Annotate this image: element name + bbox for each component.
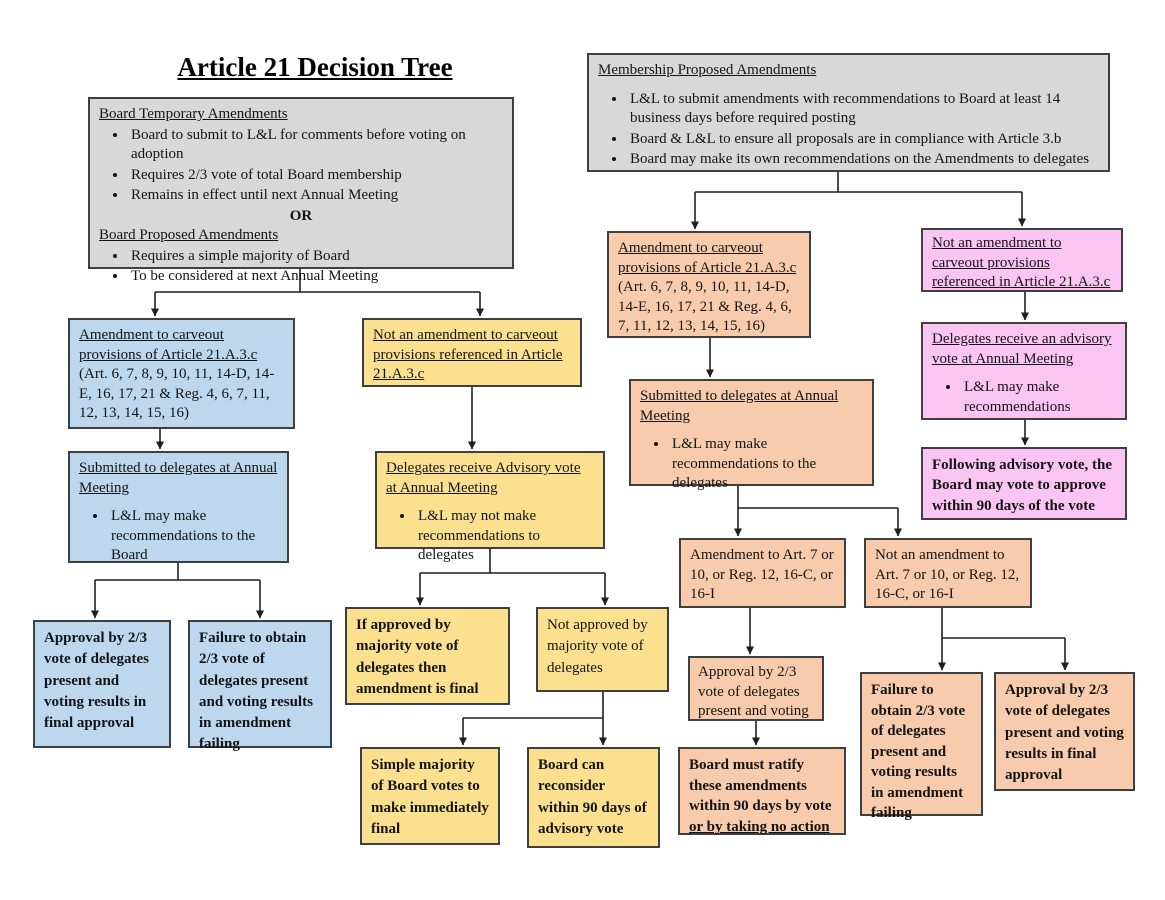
node-yellow-if-approved (345, 607, 510, 705)
node-text: Simple majority of Board votes to make immediately final (371, 757, 489, 837)
bullet-list: • Board to submit to L&L for comments before voting on adoption • Requires 2/3 vote of total Board membership • Remains in effect until next Annual Meeting (99, 126, 503, 206)
node-heading: Not an amendment to carveout provisions referenced in Article 21.A.3.c (932, 235, 1111, 290)
bullet-list: • L&L may make recommendations to the delegates (640, 435, 863, 494)
node-body: (Art. 6, 7, 8, 9, 10, 11, 14-D, 14-E, 16, 17, 21 & Reg. 4, 6, 7, 11, 12, 13, 14, 15, 16) (618, 279, 792, 334)
node-heading: Board Temporary Amendments (99, 106, 288, 122)
node-orange-art7 (679, 538, 846, 608)
node-heading: Amendment to carveout provisions of Article 21.A.3.c (79, 327, 258, 363)
node-heading: Delegates receive an advisory vote at Annual Meeting (932, 331, 1112, 367)
node-orange-not-art7 (864, 538, 1032, 608)
node-text: Approval by 2/3 vote of delegates present and voting (698, 664, 809, 719)
node-pink-not-carveout (921, 228, 1123, 292)
page-title: Article 21 Decision Tree (177, 52, 453, 82)
node-text: Board can reconsider within 90 days of advisory vote (538, 757, 647, 837)
node-membership-amendments (587, 53, 1110, 172)
node-pink-following (921, 447, 1127, 520)
node-heading: Membership Proposed Amendments (598, 62, 817, 78)
node-text: Board must ratify these amendments within 90 days by vote (689, 757, 832, 815)
node-text: Approval by 2/3 vote of delegates present and voting results in final approval (44, 630, 149, 732)
node-orange-submitted (629, 379, 874, 491)
node-text-underlined: or by taking no action (689, 819, 830, 836)
node-text: Following advisory vote, the Board may vote to approve within 90 days of the vote (932, 457, 1112, 514)
node-blue-submitted (68, 451, 289, 563)
node-heading: Board Proposed Amendments (99, 227, 279, 243)
node-heading: Submitted to delegates at Annual Meeting (640, 388, 839, 424)
node-text: If approved by majority vote of delegates then amendment is final (356, 617, 479, 697)
node-heading: Amendment to carveout provisions of Article 21.A.3.c (618, 240, 797, 276)
node-yellow-advisory (375, 451, 605, 563)
node-heading: Not an amendment to carveout provisions referenced in Article 21.A.3.c (373, 327, 563, 382)
node-orange-approval-present (688, 656, 824, 721)
node-board-amendments (88, 97, 514, 284)
node-text: Approval by 2/3 vote of delegates present and voting results in final approval (1005, 682, 1124, 784)
node-body: (Art. 6, 7, 8, 9, 10, 11, 14-D, 14-E, 16, 17, 21 & Reg. 4, 6, 7, 11, 12, 13, 14, 15, 16) (79, 366, 275, 421)
node-text: Not approved by majority vote of delegates (547, 617, 648, 676)
node-heading: Delegates receive Advisory vote at Annual Meeting (386, 460, 581, 496)
node-text: Failure to obtain 2/3 vote of delegates present and voting results in amendment failing (199, 630, 313, 753)
node-orange-final-approval (994, 672, 1135, 791)
node-blue-carveout (68, 318, 295, 429)
bullet-list: • L&L to submit amendments with recommendations to Board at least 14 business days before required posting • Board & L&L to ensure all proposals are in compliance with Article 3.b • Board may make its own recommendations on the Amendments to delegates (598, 90, 1099, 170)
bullet-list: • L&L may make recommendations to the Board (79, 507, 278, 566)
node-text: Failure to obtain 2/3 vote of delegates present and voting results in amendment failing (871, 682, 966, 822)
node-yellow-simple-majority (360, 747, 500, 845)
node-orange-carveout (607, 231, 811, 338)
node-pink-advisory (921, 322, 1127, 420)
node-heading: Submitted to delegates at Annual Meeting (79, 460, 278, 496)
or-label: OR (289, 207, 313, 224)
node-yellow-not-approved (536, 607, 669, 692)
bullet-list: • L&L may not make recommendations to delegates (386, 507, 594, 566)
node-orange-failure (860, 672, 983, 822)
node-orange-ratify (678, 747, 846, 835)
node-yellow-reconsider (527, 747, 660, 848)
node-text: Not an amendment to Art. 7 or 10, or Reg. 12, 16-C, or 16-I (875, 547, 1020, 602)
bullet-list: • Requires a simple majority of Board • To be considered at next Annual Meeting (99, 247, 503, 287)
node-blue-approval (33, 620, 171, 748)
node-text: Amendment to Art. 7 or 10, or Reg. 12, 16-C, or 16-I (690, 547, 834, 602)
node-yellow-not-carveout (362, 318, 582, 387)
node-blue-failure (188, 620, 332, 753)
bullet-list: • L&L may make recommendations (932, 378, 1116, 417)
